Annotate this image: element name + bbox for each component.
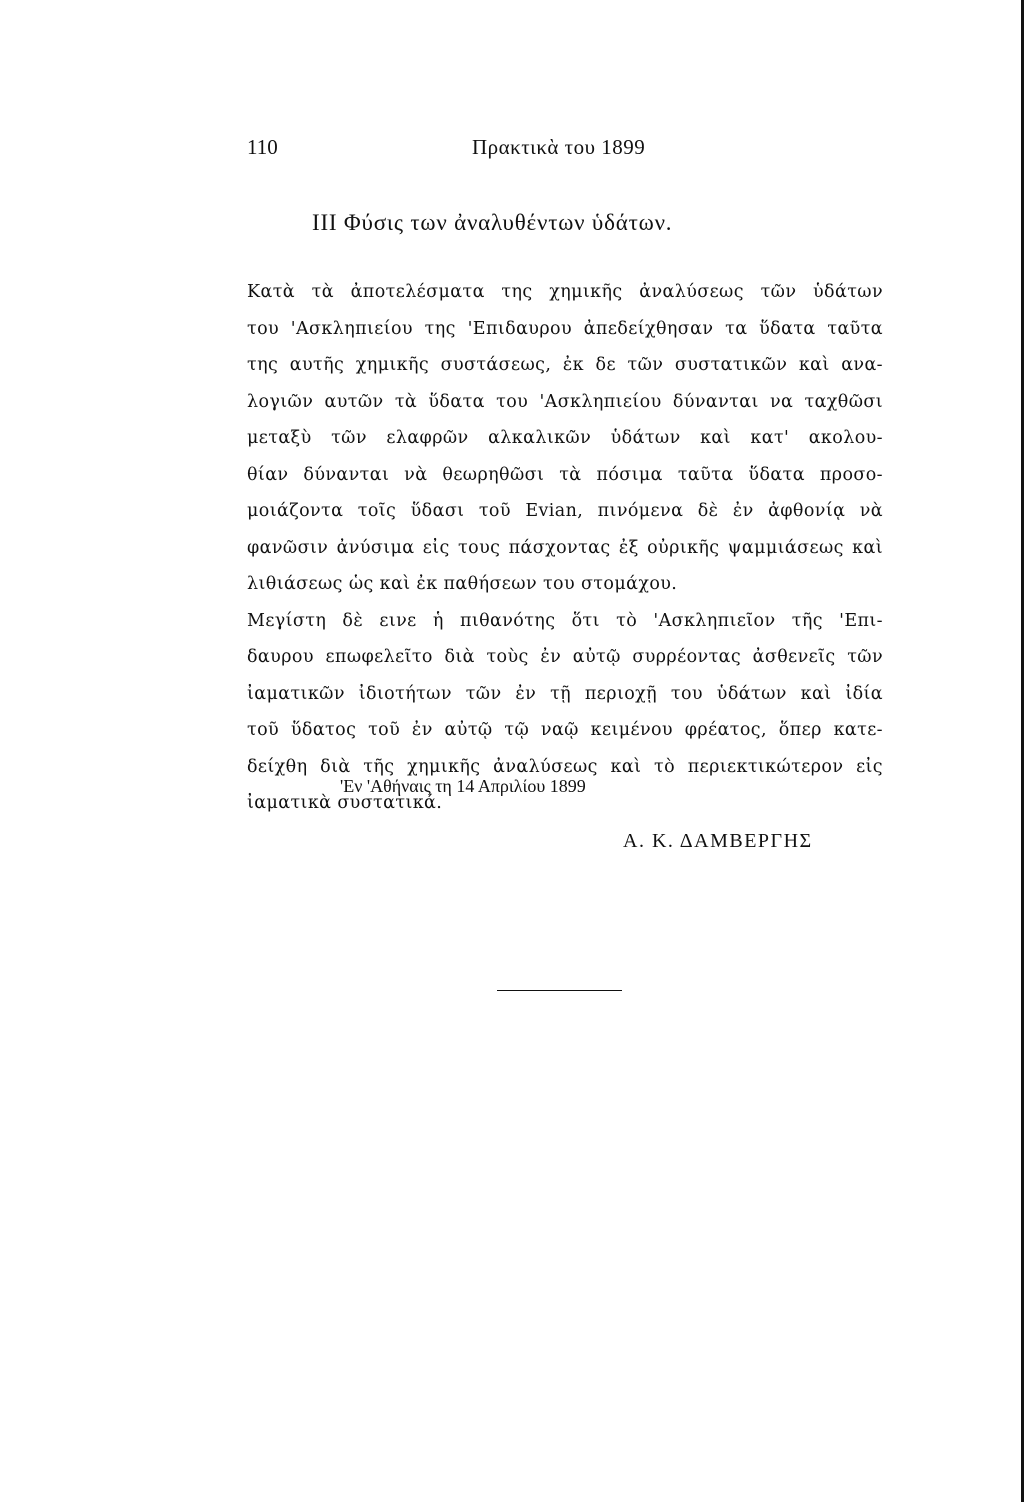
text-line: μοιάζοντα τοῖς ὕδασι τοῦ Evian, πινόμενα δὲ ἐν ἀφθονίᾳ νὰ — [247, 501, 883, 521]
section-title: III Φύσις των ἀναλυθέντων ὑδάτων. — [312, 210, 673, 235]
text-line: λογιῶν αυτῶν τὰ ὕδατα του 'Ασκληπιείου δύνανται να ταχθῶσι — [247, 391, 883, 412]
text-line: του 'Ασκληπιείου της 'Επιδαυρου ἀπεδείχθησαν τα ὕδατα ταῦτα — [247, 318, 883, 339]
page-header — [247, 135, 897, 165]
page-number: 110 — [247, 135, 278, 159]
running-title: Πρακτικὰ του 1899 — [472, 135, 646, 159]
body-text — [247, 274, 883, 822]
text-line: δείχθη διὰ τῆς χημικῆς ἀναλύσεως καὶ τὸ περιεκτικώτερον εἰς — [247, 756, 883, 777]
text-line: Μεγίστη δὲ εινε ἡ πιθανότης ὅτι τὸ 'Ασκληπιεῖον τῆς 'Επι- — [247, 610, 883, 631]
text-line: δαυρου επωφελεῖτο διὰ τοὺς ἐν αὐτῷ συρρέοντας ἀσθενεῖς τῶν — [247, 647, 883, 667]
text-line: Κατὰ τὰ ἀποτελέσματα της χημικῆς ἀναλύσεως τῶν ὑδάτων — [247, 282, 883, 302]
signature: Α. Κ. ΔΑΜΒΕΡΓΗΣ — [623, 830, 813, 852]
separator-rule — [497, 990, 622, 991]
text-line: θίαν δύνανται νὰ θεωρηθῶσι τὰ πόσιμα ταῦτα ὕδατα προσο- — [247, 464, 883, 485]
text-line: τοῦ ὕδατος τοῦ ἐν αὐτῷ τῷ ναῷ κειμένου φρέατος, ὅπερ κατε- — [247, 720, 883, 740]
text-line: ἰαματικῶν ἰδιοτήτων τῶν ἐν τῇ περιοχῇ του ὑδάτων καὶ ἰδία — [247, 683, 883, 704]
text-line: ἰαματικὰ συστατικά. — [247, 793, 443, 813]
text-line: λιθιάσεως ὡς καὶ ἐκ παθήσεων του στομάχου. — [247, 574, 678, 594]
date-line: 'Εν 'Αθήναις τη 14 Απριλίου 1899 — [340, 776, 586, 796]
text-line: μεταξὺ τῶν ελαφρῶν αλκαλικῶν ὑδάτων καὶ κατ' ακολου- — [247, 428, 883, 448]
text-line: φανῶσιν ἀνύσιμα εἰς τους πάσχοντας ἐξ οὐρικῆς ψαμμιάσεως καὶ — [247, 537, 883, 558]
text-line: της αυτῆς χημικῆς συστάσεως, ἐκ δε τῶν συστατικῶν καὶ ανα- — [247, 355, 883, 375]
